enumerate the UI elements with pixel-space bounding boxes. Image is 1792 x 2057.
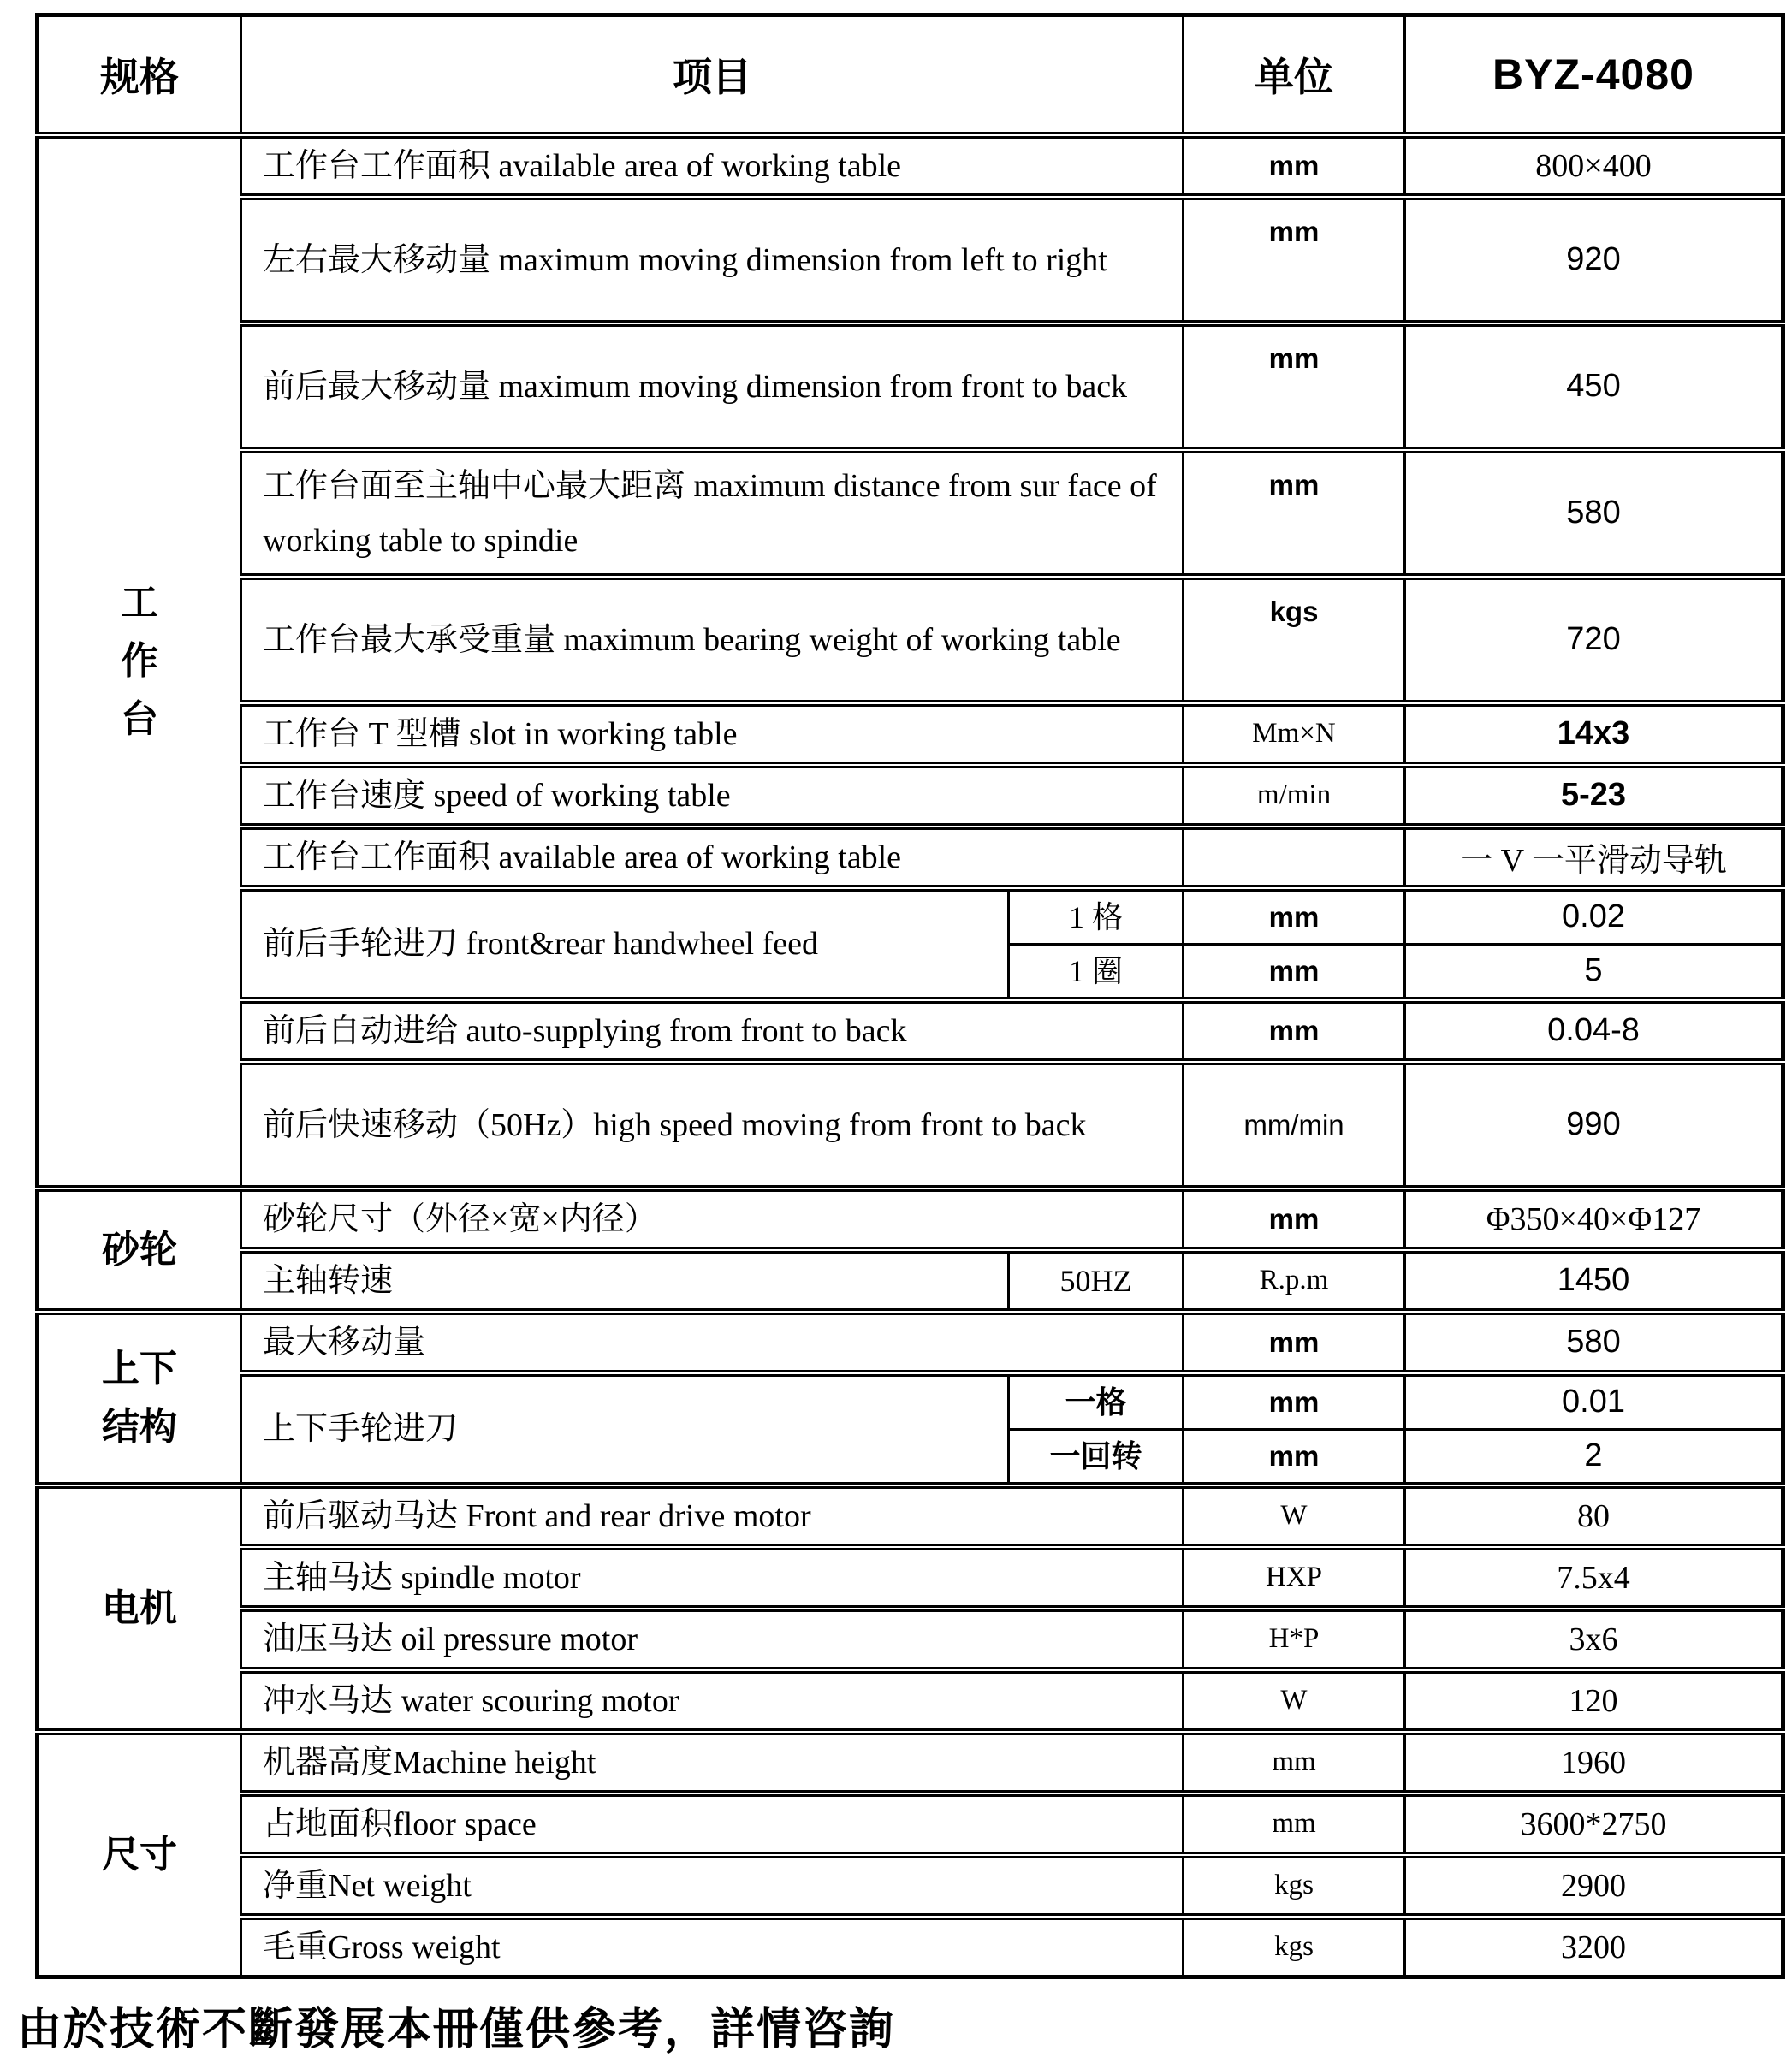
item-cell: 油压马达 oil pressure motor: [241, 1609, 1184, 1670]
item-cell: 毛重Gross weight: [241, 1917, 1184, 1977]
table-row: [38, 1609, 1783, 1670]
table-row: [38, 1250, 1783, 1312]
table-row: [38, 323, 1783, 450]
group-cell: 工 作 台: [38, 135, 241, 1189]
unit-cell: mm: [1184, 1793, 1405, 1855]
group-cell: 上下 结构: [38, 1312, 241, 1485]
item-cell: 前后最大移动量 maximum moving dimension from front to back: [241, 323, 1184, 450]
unit-cell: mm: [1184, 888, 1405, 945]
unit-cell: R.p.m: [1184, 1250, 1405, 1312]
item-cell: 主轴转速: [241, 1250, 1009, 1312]
unit-cell: mm: [1184, 1312, 1405, 1373]
unit-cell: m/min: [1184, 765, 1405, 827]
value-cell: 2900: [1405, 1855, 1783, 1917]
value-cell: 80: [1405, 1485, 1783, 1547]
item-cell: 主轴马达 spindle motor: [241, 1547, 1184, 1609]
table-row: [38, 1000, 1783, 1062]
table-row: [38, 1670, 1783, 1732]
unit-cell: W: [1184, 1670, 1405, 1732]
item-cell: 砂轮尺寸（外径×宽×内径）: [241, 1189, 1184, 1250]
unit-cell: mm: [1184, 1000, 1405, 1062]
value-cell: 5: [1405, 944, 1783, 1000]
item-cell: 工作台速度 speed of working table: [241, 765, 1184, 827]
unit-cell: mm: [1184, 135, 1405, 197]
item-cell: 上下手轮进刀: [241, 1373, 1009, 1485]
item-cell: 前后手轮进刀 front&rear handwheel feed: [241, 888, 1009, 1000]
col-header-unit: 单位: [1184, 15, 1405, 135]
item-cell: 工作台 T 型槽 slot in working table: [241, 703, 1184, 765]
value-cell: Φ350×40×Φ127: [1405, 1189, 1783, 1250]
table-row: [38, 1917, 1783, 1977]
value-cell: 580: [1405, 1312, 1783, 1373]
unit-cell: mm: [1184, 1189, 1405, 1250]
value-cell: 120: [1405, 1670, 1783, 1732]
sub-cell: 50HZ: [1009, 1250, 1184, 1312]
unit-cell: mm: [1184, 1732, 1405, 1793]
col-header-spec: 规格: [38, 15, 241, 135]
unit-cell: HXP: [1184, 1547, 1405, 1609]
table-row: [38, 1855, 1783, 1917]
unit-cell: mm: [1184, 944, 1405, 1000]
unit-cell: W: [1184, 1485, 1405, 1547]
table-row: [38, 1312, 1783, 1373]
sub-cell: 1 格: [1009, 888, 1184, 945]
footer-note: 由於技術不斷發展本冊僅供參考，詳情咨詢: [17, 2005, 896, 2054]
item-cell: 前后驱动马达 Front and rear drive motor: [241, 1485, 1184, 1547]
unit-cell: mm/min: [1184, 1062, 1405, 1189]
value-cell: 580: [1405, 450, 1783, 577]
unit-cell: mm: [1184, 197, 1405, 323]
table-row: [38, 827, 1783, 888]
table-row: [38, 1547, 1783, 1609]
item-cell: 工作台面至主轴中心最大距离 maximum distance from sur face of working table to spindie: [241, 450, 1184, 577]
value-cell: 920: [1405, 197, 1783, 323]
unit-cell: mm: [1184, 1429, 1405, 1485]
value-cell: 3x6: [1405, 1609, 1783, 1670]
table-row: [38, 1485, 1783, 1547]
value-cell: 1960: [1405, 1732, 1783, 1793]
table-row: [38, 450, 1783, 577]
unit-cell: mm: [1184, 1373, 1405, 1430]
unit-cell: kgs: [1184, 1855, 1405, 1917]
item-cell: 前后自动进给 auto-supplying from front to back: [241, 1000, 1184, 1062]
value-cell: 0.02: [1405, 888, 1783, 945]
table-row: [38, 1373, 1783, 1430]
col-header-model: BYZ-4080: [1405, 15, 1783, 135]
unit-cell: kgs: [1184, 577, 1405, 703]
value-cell: 2: [1405, 1429, 1783, 1485]
unit-cell: [1184, 827, 1405, 888]
unit-cell: Mm×N: [1184, 703, 1405, 765]
item-cell: 工作台最大承受重量 maximum bearing weight of working table: [241, 577, 1184, 703]
table-row: [38, 135, 1783, 197]
scanned-spec-sheet: [0, 13, 1792, 2054]
table-row: [38, 197, 1783, 323]
item-cell: 左右最大移动量 maximum moving dimension from left to right: [241, 197, 1184, 323]
group-cell: 砂轮: [38, 1189, 241, 1312]
table-row: [38, 765, 1783, 827]
value-cell: 450: [1405, 323, 1783, 450]
value-cell: 1450: [1405, 1250, 1783, 1312]
item-cell: 工作台工作面积 available area of working table: [241, 827, 1184, 888]
item-cell: 占地面积floor space: [241, 1793, 1184, 1855]
value-cell: 3200: [1405, 1917, 1783, 1977]
value-cell: 990: [1405, 1062, 1783, 1189]
item-cell: 冲水马达 water scouring motor: [241, 1670, 1184, 1732]
table-row: [38, 1732, 1783, 1793]
unit-cell: H*P: [1184, 1609, 1405, 1670]
value-cell: 720: [1405, 577, 1783, 703]
table-row: [38, 1793, 1783, 1855]
spec-table-body: [38, 135, 1783, 1977]
value-cell: 0.04-8: [1405, 1000, 1783, 1062]
value-cell: 14x3: [1405, 703, 1783, 765]
col-header-item: 项目: [241, 15, 1184, 135]
value-cell: 3600*2750: [1405, 1793, 1783, 1855]
unit-cell: kgs: [1184, 1917, 1405, 1977]
value-cell: 0.01: [1405, 1373, 1783, 1430]
unit-cell: mm: [1184, 450, 1405, 577]
item-cell: 机器高度Machine height: [241, 1732, 1184, 1793]
sub-cell: 一回转: [1009, 1429, 1184, 1485]
table-row: [38, 577, 1783, 703]
item-cell: 工作台工作面积 available area of working table: [241, 135, 1184, 197]
table-row: [38, 1189, 1783, 1250]
unit-cell: mm: [1184, 323, 1405, 450]
sub-cell: 一格: [1009, 1373, 1184, 1430]
table-row: [38, 703, 1783, 765]
item-cell: 前后快速移动（50Hz）high speed moving from front to back: [241, 1062, 1184, 1189]
spec-table: [35, 13, 1785, 1979]
group-cell: 电机: [38, 1485, 241, 1732]
value-cell: 800×400: [1405, 135, 1783, 197]
sub-cell: 1 圈: [1009, 944, 1184, 1000]
header-row: [38, 15, 1783, 135]
table-row: [38, 888, 1783, 945]
group-cell: 尺寸: [38, 1732, 241, 1977]
item-cell: 净重Net weight: [241, 1855, 1184, 1917]
value-cell: 一 V 一平滑动导轨: [1405, 827, 1783, 888]
item-cell: 最大移动量: [241, 1312, 1184, 1373]
value-cell: 5-23: [1405, 765, 1783, 827]
table-row: [38, 1062, 1783, 1189]
value-cell: 7.5x4: [1405, 1547, 1783, 1609]
